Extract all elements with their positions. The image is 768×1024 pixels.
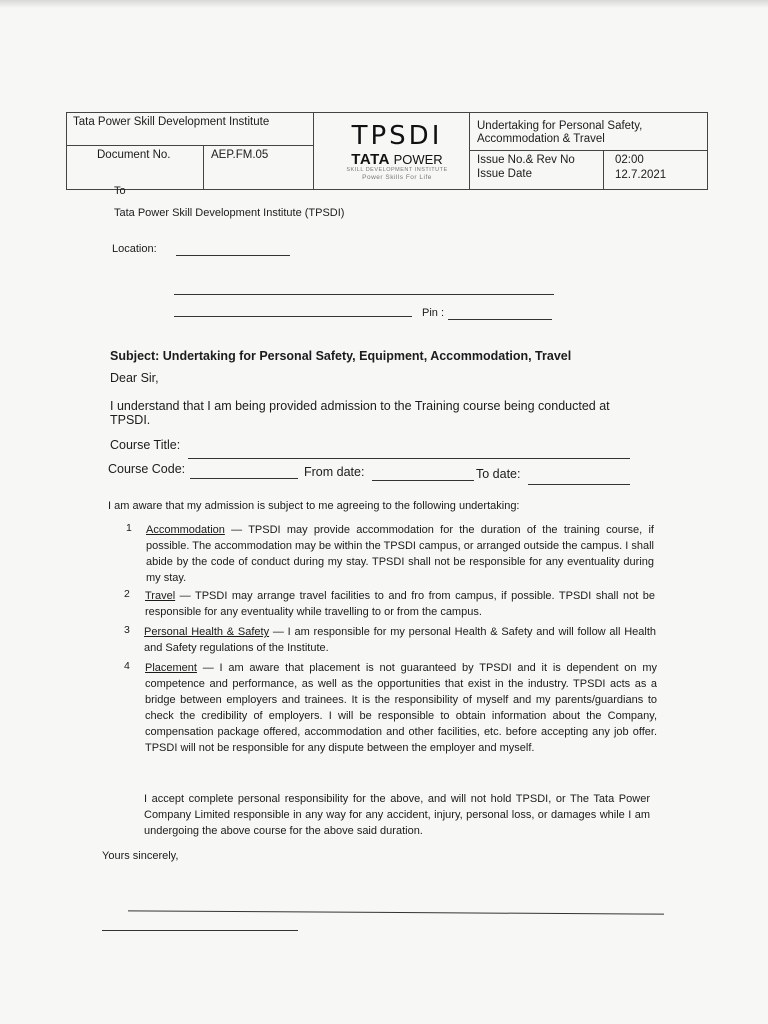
item-text: — I am responsible for my personal Health & Safety and will follow all Health and Safety regulations of the Institute. bbox=[144, 626, 656, 654]
item-heading: Placement bbox=[145, 662, 197, 674]
aware-statement: I am aware that my admission is subject to me agreeing to the following undertaking: bbox=[108, 500, 520, 512]
to-date-field-line bbox=[528, 484, 630, 485]
to-label: To bbox=[114, 185, 126, 197]
logo-slogan: Power Skills For Life bbox=[362, 174, 432, 181]
pin-label: Pin : bbox=[422, 307, 445, 319]
signature-line bbox=[128, 910, 664, 914]
scan-edge-shadow bbox=[0, 0, 768, 8]
name-line bbox=[102, 930, 298, 931]
course-code-field-line bbox=[190, 478, 298, 479]
institute-name: Tata Power Skill Development Institute bbox=[73, 116, 270, 128]
course-title-field-line bbox=[188, 458, 630, 459]
acceptance-paragraph: I accept complete personal responsibility for the above, and will not hold TPSDI, or The Tata Power Company Limited responsible in any way for any accident, injury, personal loss, or damages while I am undergoing the above course for the above said duration. bbox=[144, 793, 650, 837]
item-heading: Travel bbox=[145, 590, 176, 602]
from-date-field-line bbox=[372, 480, 474, 481]
document-number-value: AEP.FM.05 bbox=[211, 149, 269, 161]
item-text: — TPSDI may provide accommodation for the duration of the training course, if possible. The accommodation may be within the TPSDI campus, or arranged outside the campus. I shall abide by the code of conduct during my stay. TPSDI shall not be responsible for any eventuality during my stay. bbox=[146, 524, 654, 584]
header-divider bbox=[469, 113, 470, 189]
header-divider bbox=[603, 151, 604, 189]
intro-paragraph: I understand that I am being provided admission to the Training course being conducted at TPSDI. bbox=[110, 399, 610, 427]
undertaking-item-placement bbox=[145, 660, 657, 756]
undertaking-item-health-safety bbox=[144, 624, 656, 656]
header-divider bbox=[469, 150, 707, 151]
item-number: 2 bbox=[124, 588, 130, 600]
issue-number-value: 02:00 bbox=[615, 154, 644, 166]
pin-field-line bbox=[448, 319, 552, 320]
header-divider bbox=[203, 146, 204, 189]
item-text: — I am aware that placement is not guaranteed by TPSDI and it is dependent on my competence and performance, as well as the opportunities that exist in the industry. TPSDI acts as a bridge between employers and trainees. It is the responsibility of myself and my parents/guardians to check the credibility of employers. I will be responsible to obtain information about the Company, compensation package offered, accommodation and other facilities, etc. before accepting any job offer. TPSDI will not be responsible for any dispute between the employer and myself. bbox=[145, 662, 657, 754]
undertaking-item-travel bbox=[145, 588, 655, 620]
item-number: 1 bbox=[126, 522, 132, 534]
tata-wordmark: TATA bbox=[351, 151, 390, 168]
item-heading: Personal Health & Safety bbox=[144, 626, 270, 638]
yours-sincerely: Yours sincerely, bbox=[102, 850, 179, 862]
subject-line: Subject: Undertaking for Personal Safety, Equipment, Accommodation, Travel bbox=[110, 349, 572, 363]
tpsdi-logo: TPSDI bbox=[351, 121, 443, 151]
location-field-line bbox=[176, 255, 290, 256]
undertaking-item-accommodation bbox=[146, 522, 654, 586]
item-number: 3 bbox=[124, 624, 130, 636]
to-date-label: To date: bbox=[476, 467, 521, 481]
course-title-label: Course Title: bbox=[110, 438, 181, 452]
item-number: 4 bbox=[124, 660, 130, 672]
item-text: — TPSDI may arrange travel facilities to and fro from campus, if possible. TPSDI shall not be responsible for any eventuality while travelling to or from the campus. bbox=[145, 590, 655, 618]
from-date-label: From date: bbox=[304, 465, 365, 479]
issue-date-label: Issue Date bbox=[477, 168, 532, 180]
power-wordmark: POWER bbox=[393, 152, 443, 167]
item-heading: Accommodation bbox=[146, 524, 225, 536]
issue-number-label: Issue No.& Rev No bbox=[477, 154, 575, 166]
address-field-line bbox=[174, 316, 412, 317]
document-number-label: Document No. bbox=[97, 149, 171, 161]
recipient-name: Tata Power Skill Development Institute (TPSDI) bbox=[114, 207, 345, 219]
header-divider bbox=[313, 113, 314, 189]
location-label: Location: bbox=[112, 243, 157, 255]
salutation: Dear Sir, bbox=[110, 371, 159, 385]
header-divider bbox=[67, 145, 313, 146]
document-title: Undertaking for Personal Safety, Accommodation & Travel bbox=[477, 120, 643, 145]
logo-tagline bbox=[325, 167, 469, 181]
issue-date-value: 12.7.2021 bbox=[615, 169, 667, 181]
course-code-label: Course Code: bbox=[108, 462, 186, 476]
document-header-table bbox=[66, 112, 708, 190]
tata-power-logo bbox=[325, 151, 469, 168]
logo-subtitle: SKILL DEVELOPMENT INSTITUTE bbox=[346, 167, 448, 173]
address-field-line bbox=[174, 294, 554, 295]
